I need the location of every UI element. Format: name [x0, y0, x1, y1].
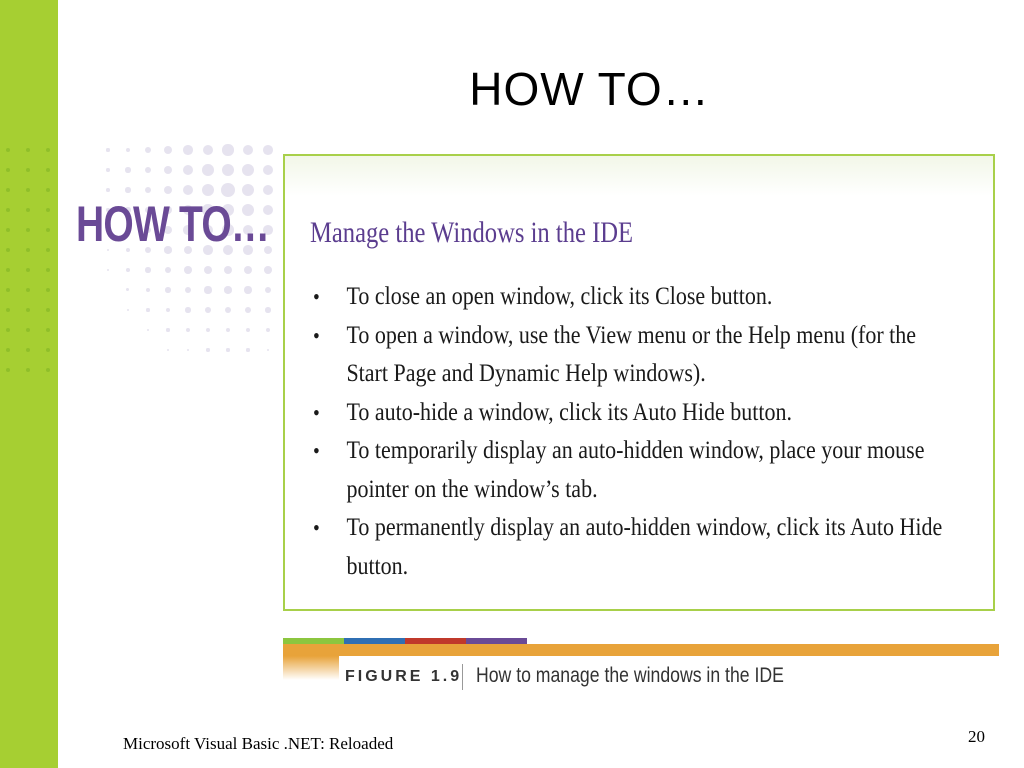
list-item — [313, 432, 947, 509]
decorative-dot — [166, 308, 170, 312]
decorative-dot — [264, 266, 272, 274]
decorative-dot — [26, 228, 30, 232]
decorative-dot — [125, 187, 130, 192]
decorative-dot — [46, 328, 50, 332]
decorative-dot — [204, 286, 211, 293]
decorative-dot — [183, 165, 193, 175]
list-item-text: To close an open window, click its Close button. — [346, 283, 773, 310]
decorative-dot — [106, 148, 109, 151]
slide-title: HOW TO… — [469, 63, 710, 115]
list-item — [313, 394, 947, 433]
decorative-dot — [185, 287, 191, 293]
decorative-dot — [46, 348, 50, 352]
decorative-dot — [164, 186, 173, 195]
decorative-dot — [46, 208, 50, 212]
decorative-dot — [26, 148, 30, 152]
decorative-dot — [166, 328, 169, 331]
decorative-dot — [206, 328, 210, 332]
decorative-dot — [226, 348, 229, 351]
page-number: 20 — [968, 727, 985, 746]
decorative-dot — [6, 148, 10, 152]
decorative-dot — [106, 188, 110, 192]
decorative-dot — [164, 166, 173, 175]
decorative-dot — [145, 167, 152, 174]
decorative-dot — [206, 348, 209, 351]
bullet-icon: • — [313, 515, 320, 540]
decorative-dot — [26, 348, 30, 352]
decorative-dot — [6, 288, 10, 292]
decorative-dot — [183, 185, 193, 195]
decorative-dot — [6, 328, 10, 332]
decorative-dot — [243, 145, 254, 156]
decorative-dot — [222, 144, 233, 155]
decorative-dot — [46, 248, 50, 252]
decorative-dot — [204, 266, 212, 274]
decorative-dot — [244, 286, 251, 293]
decorative-dot — [26, 208, 30, 212]
bullet-icon: • — [313, 322, 320, 348]
decorative-dot — [222, 164, 235, 177]
decorative-dot — [183, 145, 193, 155]
decorative-dot — [145, 267, 150, 272]
decorative-dot — [263, 145, 273, 155]
decorative-dot — [6, 188, 10, 192]
decorative-dot — [46, 368, 50, 372]
decorative-dot — [26, 248, 30, 252]
decorative-dot — [184, 266, 192, 274]
decorative-dot — [245, 307, 251, 313]
list-item-text: To auto-hide a window, click its Auto Hide button. — [346, 398, 792, 426]
decorative-dot — [267, 349, 270, 352]
decorative-dot — [246, 328, 251, 333]
decorative-dot — [26, 328, 30, 332]
decorative-dot — [246, 348, 249, 351]
decorative-dot — [203, 145, 214, 156]
decorative-dot — [46, 148, 50, 152]
decorative-dot — [46, 268, 50, 272]
decorative-dot — [6, 348, 10, 352]
how-to-logo: HOW TO… — [76, 196, 270, 252]
decorative-dot — [167, 349, 169, 351]
decorative-dot — [145, 187, 152, 194]
list-item-text: To temporarily display an auto-hidden window, place your mouse pointer on the window’s tab. — [346, 437, 925, 503]
decorative-dot — [244, 266, 252, 274]
figure-box — [283, 154, 995, 611]
bullet-icon: • — [313, 399, 320, 425]
decorative-dot — [46, 228, 50, 232]
decorative-dot — [46, 188, 50, 192]
decorative-dot — [46, 308, 50, 312]
decorative-dot — [6, 208, 10, 212]
footer-text: Microsoft Visual Basic .NET: Reloaded — [123, 734, 394, 753]
decorative-dot — [147, 329, 149, 331]
caption-bar — [283, 644, 999, 656]
decorative-dot — [46, 288, 50, 292]
decorative-dot — [6, 368, 10, 372]
box-heading: Manage the Windows in the IDE — [310, 216, 634, 249]
decorative-dot — [265, 287, 272, 294]
decorative-dot — [202, 164, 214, 176]
figure-label: FIGURE 1.9 — [345, 668, 463, 685]
decorative-dot — [224, 286, 231, 293]
decorative-dot — [126, 268, 130, 272]
decorative-dot — [226, 328, 231, 333]
decorative-dot — [187, 349, 190, 352]
decorative-dot — [242, 164, 254, 176]
list-item — [313, 509, 947, 586]
decorative-dot — [126, 288, 129, 291]
list-item — [313, 278, 947, 317]
caption-divider — [462, 664, 463, 690]
decorative-dot — [146, 288, 150, 292]
decorative-dot — [106, 168, 109, 171]
decorative-dot — [126, 148, 131, 153]
decorative-dot — [6, 268, 10, 272]
decorative-dot — [186, 328, 190, 332]
bullet-icon: • — [313, 438, 320, 463]
decorative-dot — [225, 307, 231, 313]
decorative-dot — [165, 287, 170, 292]
list-item — [313, 317, 947, 394]
decorative-dot — [107, 269, 109, 271]
figure-caption: How to manage the windows in the IDE — [476, 664, 784, 687]
decorative-dot — [146, 308, 149, 311]
decorative-dot — [266, 328, 270, 332]
decorative-dot — [125, 167, 130, 172]
list-item-text: To permanently display an auto-hidden window, click its Auto Hide button. — [346, 514, 943, 580]
decorative-dot — [26, 308, 30, 312]
decorative-dot — [6, 168, 10, 172]
bullet-list — [313, 278, 947, 586]
decorative-dot — [26, 368, 30, 372]
decorative-dot — [6, 308, 10, 312]
decorative-dot — [265, 307, 270, 312]
decorative-dot — [205, 307, 211, 313]
decorative-dot — [164, 146, 172, 154]
decorative-dot — [46, 168, 50, 172]
decorative-dot — [26, 168, 30, 172]
decorative-dot — [127, 309, 129, 311]
list-item-text: To open a window, use the View menu or the Help menu (for the Start Page and Dynamic Help windows). — [346, 321, 917, 387]
decorative-dot — [26, 188, 30, 192]
decorative-dot — [145, 147, 151, 153]
decorative-dot — [185, 307, 190, 312]
decorative-dot — [6, 228, 10, 232]
decorative-dot — [26, 268, 30, 272]
decorative-dot — [165, 267, 171, 273]
decorative-dot — [224, 266, 233, 275]
decorative-dot — [263, 185, 274, 196]
decorative-dot — [263, 165, 273, 175]
decorative-dot — [26, 288, 30, 292]
decorative-dot — [6, 248, 10, 252]
bullet-icon: • — [313, 284, 320, 309]
